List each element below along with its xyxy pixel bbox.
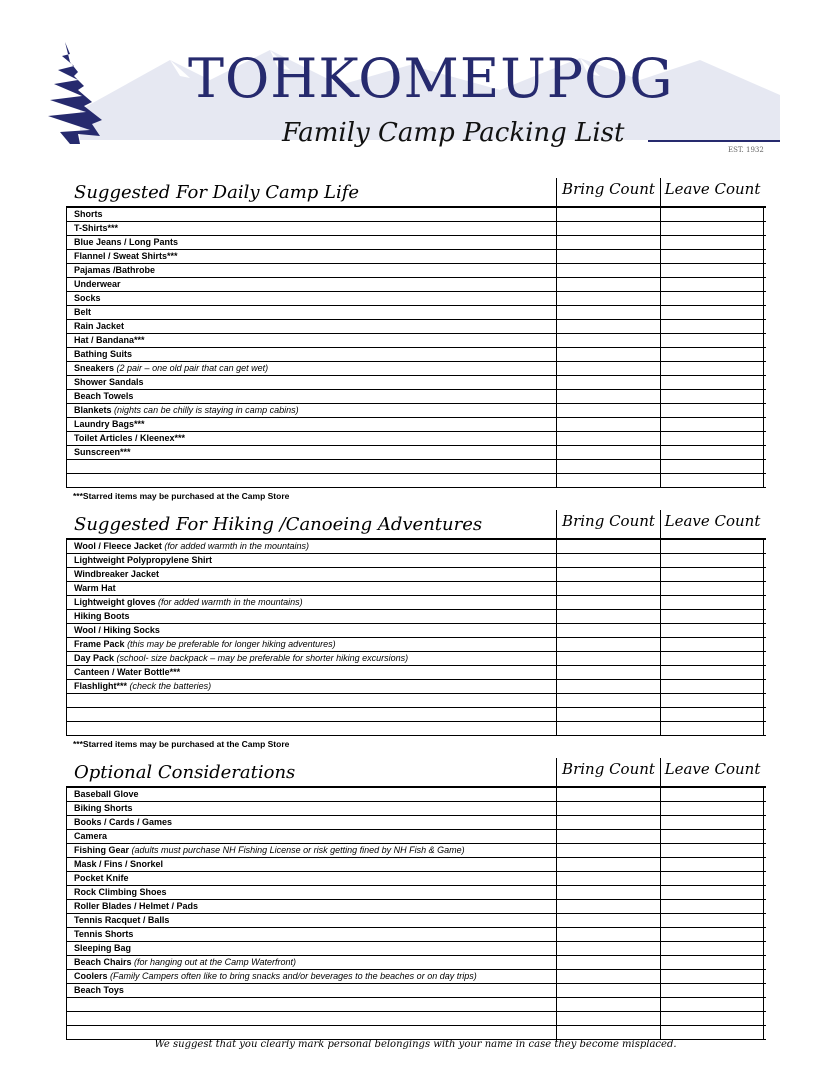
item-cell [66, 236, 556, 249]
pine-tree-icon [40, 40, 110, 150]
item-note: (check the batteries) [129, 681, 212, 691]
item-cell [66, 788, 556, 801]
item-cell [66, 568, 556, 581]
item-label: Tennis Racquet / Balls [74, 915, 170, 925]
bring-count-cell[interactable] [556, 250, 660, 263]
item-cell [66, 610, 556, 623]
item-cell [66, 638, 556, 651]
item-note: (school- size backpack – may be preferable for shorter hiking excursions) [116, 653, 409, 663]
item-cell [66, 708, 556, 721]
leave-count-cell[interactable] [660, 306, 764, 319]
table-row [66, 222, 766, 236]
item-label: Bathing Suits [74, 349, 132, 359]
table-row [66, 788, 766, 802]
bring-count-cell[interactable] [556, 788, 660, 801]
item-label: Hiking Boots [74, 611, 130, 621]
leave-count-cell[interactable] [660, 348, 764, 361]
table-row [66, 858, 766, 872]
leave-count-cell[interactable] [660, 998, 764, 1011]
leave-count-cell[interactable] [660, 236, 764, 249]
leave-count-cell[interactable] [660, 1026, 764, 1039]
item-cell [66, 278, 556, 291]
table-row [66, 610, 766, 624]
table-row [66, 418, 766, 432]
item-label: Tennis Shorts [74, 929, 134, 939]
item-label: Warm Hat [74, 583, 116, 593]
table-row [66, 942, 766, 956]
item-cell [66, 844, 556, 857]
bring-count-cell[interactable] [556, 816, 660, 829]
bring-count-cell[interactable] [556, 418, 660, 431]
bring-count-cell[interactable] [556, 652, 660, 665]
table-row [66, 680, 766, 694]
section-header [66, 178, 766, 208]
table-row [66, 306, 766, 320]
leave-count-cell[interactable] [660, 568, 764, 581]
item-cell [66, 596, 556, 609]
table-row [66, 568, 766, 582]
table-row [66, 928, 766, 942]
bring-count-cell[interactable] [556, 348, 660, 361]
item-cell [66, 474, 556, 487]
item-cell [66, 984, 556, 997]
item-cell [66, 914, 556, 927]
bring-count-cell[interactable] [556, 610, 660, 623]
leave-count-cell[interactable] [660, 582, 764, 595]
item-label: Mask / Fins / Snorkel [74, 859, 164, 869]
leave-count-cell[interactable] [660, 208, 764, 221]
leave-count-cell[interactable] [660, 596, 764, 609]
table-row [66, 1012, 766, 1026]
item-cell [66, 928, 556, 941]
leave-count-cell[interactable] [660, 460, 764, 473]
bring-count-cell[interactable] [556, 568, 660, 581]
item-note: (2 pair – one old pair that can get wet) [116, 363, 269, 373]
bring-count-cell[interactable] [556, 446, 660, 459]
item-cell [66, 998, 556, 1011]
item-cell [66, 460, 556, 473]
section-0 [66, 178, 766, 501]
table-row [66, 802, 766, 816]
item-note: (for hanging out at the Camp Waterfront) [134, 957, 296, 967]
bring-count-cell[interactable] [556, 404, 660, 417]
item-label: Toilet Articles / Kleenex*** [74, 433, 186, 443]
item-cell [66, 652, 556, 665]
item-cell [66, 362, 556, 375]
table-row [66, 956, 766, 970]
leave-count-cell[interactable] [660, 540, 764, 553]
table-row [66, 708, 766, 722]
item-cell [66, 666, 556, 679]
bring-count-cell[interactable] [556, 942, 660, 955]
leave-count-cell[interactable] [660, 900, 764, 913]
item-cell [66, 680, 556, 693]
leave-count-cell[interactable] [660, 694, 764, 707]
bring-count-cell[interactable] [556, 666, 660, 679]
table-row [66, 390, 766, 404]
bring-count-cell[interactable] [556, 708, 660, 721]
leave-count-cell[interactable] [660, 984, 764, 997]
leave-count-cell[interactable] [660, 404, 764, 417]
leave-count-cell[interactable] [660, 788, 764, 801]
item-note: (Family Campers often like to bring snacks and/or beverages to the beaches or on day trips) [110, 971, 477, 981]
leave-count-cell[interactable] [660, 816, 764, 829]
item-cell [66, 264, 556, 277]
bring-count-cell[interactable] [556, 830, 660, 843]
table-row [66, 250, 766, 264]
table-row [66, 460, 766, 474]
section-title: Suggested For Hiking /Canoeing Adventures [74, 514, 483, 535]
bring-count-cell[interactable] [556, 306, 660, 319]
item-label: Pocket Knife [74, 873, 129, 883]
item-label: Sunscreen*** [74, 447, 131, 457]
bring-count-cell[interactable] [556, 638, 660, 651]
section-title: Suggested For Daily Camp Life [74, 182, 360, 203]
item-note: (for added warmth in the mountains) [158, 597, 303, 607]
section-1 [66, 510, 766, 749]
item-label: Wool / Fleece Jacket [74, 541, 162, 551]
item-label: Pajamas /Bathrobe [74, 265, 156, 275]
bring-count-cell[interactable] [556, 554, 660, 567]
leave-count-cell[interactable] [660, 432, 764, 445]
bring-count-cell[interactable] [556, 680, 660, 693]
leave-count-cell[interactable] [660, 418, 764, 431]
leave-count-cell[interactable] [660, 376, 764, 389]
bring-count-cell[interactable] [556, 624, 660, 637]
bring-count-cell[interactable] [556, 474, 660, 487]
item-cell [66, 858, 556, 871]
bring-count-cell[interactable] [556, 596, 660, 609]
header-divider [648, 140, 780, 142]
table-row [66, 666, 766, 680]
bring-count-cell[interactable] [556, 694, 660, 707]
bring-count-cell[interactable] [556, 278, 660, 291]
bring-count-cell[interactable] [556, 320, 660, 333]
item-label: Shorts [74, 209, 103, 219]
item-cell [66, 694, 556, 707]
page-title: Family Camp Packing List [282, 118, 625, 148]
item-label: T-Shirts*** [74, 223, 119, 233]
table-row [66, 554, 766, 568]
bring-count-cell[interactable] [556, 208, 660, 221]
table-row [66, 722, 766, 736]
item-cell [66, 404, 556, 417]
table-row [66, 334, 766, 348]
item-note: (for added warmth in the mountains) [164, 541, 309, 551]
leave-count-cell[interactable] [660, 722, 764, 735]
item-label: Laundry Bags*** [74, 419, 145, 429]
item-cell [66, 432, 556, 445]
table-row [66, 914, 766, 928]
item-label: Roller Blades / Helmet / Pads [74, 901, 199, 911]
bring-count-header: Bring Count [556, 510, 660, 538]
leave-count-cell[interactable] [660, 610, 764, 623]
item-cell [66, 446, 556, 459]
leave-count-cell[interactable] [660, 1012, 764, 1025]
footer-note: We suggest that you clearly mark personal belongings with your name in case they become misplaced. [154, 1039, 677, 1050]
item-cell [66, 802, 556, 815]
table-row [66, 362, 766, 376]
leave-count-cell[interactable] [660, 680, 764, 693]
starred-items-note: ***Starred items may be purchased at the Camp Store [73, 739, 290, 749]
item-label: Beach Chairs [74, 957, 132, 967]
item-cell [66, 722, 556, 735]
leave-count-cell[interactable] [660, 708, 764, 721]
section-title: Optional Considerations [74, 762, 296, 783]
item-label: Camera [74, 831, 108, 841]
item-cell [66, 582, 556, 595]
item-note: (this may be preferable for longer hiking adventures) [127, 639, 336, 649]
bring-count-cell[interactable] [556, 1026, 660, 1039]
table-row [66, 376, 766, 390]
item-cell [66, 540, 556, 553]
bring-count-cell[interactable] [556, 872, 660, 885]
bring-count-cell[interactable] [556, 376, 660, 389]
bring-count-cell[interactable] [556, 540, 660, 553]
item-cell [66, 830, 556, 843]
table-row [66, 886, 766, 900]
table-row [66, 1026, 766, 1040]
item-label: Fishing Gear [74, 845, 130, 855]
leave-count-cell[interactable] [660, 446, 764, 459]
leave-count-cell[interactable] [660, 872, 764, 885]
item-label: Baseball Glove [74, 789, 139, 799]
leave-count-header: Leave Count [660, 178, 764, 206]
bring-count-cell[interactable] [556, 222, 660, 235]
item-cell [66, 816, 556, 829]
table-row [66, 998, 766, 1012]
item-label: Wool / Hiking Socks [74, 625, 160, 635]
table-row [66, 984, 766, 998]
item-cell [66, 390, 556, 403]
bring-count-cell[interactable] [556, 582, 660, 595]
est-label: EST. 1932 [728, 146, 764, 154]
item-cell [66, 418, 556, 431]
item-label: Socks [74, 293, 101, 303]
bring-count-cell[interactable] [556, 956, 660, 969]
item-label: Canteen / Water Bottle*** [74, 667, 181, 677]
item-label: Rain Jacket [74, 321, 125, 331]
table-row [66, 582, 766, 596]
item-label: Coolers [74, 971, 108, 981]
bring-count-header: Bring Count [556, 178, 660, 206]
leave-count-cell[interactable] [660, 652, 764, 665]
item-label: Frame Pack [74, 639, 125, 649]
item-cell [66, 320, 556, 333]
leave-count-header: Leave Count [660, 510, 764, 538]
table-row [66, 970, 766, 984]
item-label: Biking Shorts [74, 803, 133, 813]
item-label: Rock Climbing Shoes [74, 887, 167, 897]
bring-count-cell[interactable] [556, 390, 660, 403]
item-label: Underwear [74, 279, 121, 289]
table-row [66, 432, 766, 446]
table-row [66, 446, 766, 460]
item-cell [66, 376, 556, 389]
table-row [66, 830, 766, 844]
leave-count-cell[interactable] [660, 928, 764, 941]
org-name: TOHKOMEUPOG [188, 47, 674, 110]
item-label: Beach Towels [74, 391, 134, 401]
bring-count-cell[interactable] [556, 886, 660, 899]
item-label: Shower Sandals [74, 377, 144, 387]
leave-count-cell[interactable] [660, 292, 764, 305]
table-row [66, 264, 766, 278]
item-label: Windbreaker Jacket [74, 569, 159, 579]
item-cell [66, 956, 556, 969]
item-cell [66, 900, 556, 913]
item-cell [66, 250, 556, 263]
table-row [66, 348, 766, 362]
item-label: Hat / Bandana*** [74, 335, 145, 345]
leave-count-cell[interactable] [660, 222, 764, 235]
bring-count-cell[interactable] [556, 264, 660, 277]
table-row [66, 596, 766, 610]
leave-count-cell[interactable] [660, 474, 764, 487]
table-row [66, 278, 766, 292]
item-label: Beach Toys [74, 985, 124, 995]
item-label: Sneakers [74, 363, 115, 373]
section-header [66, 758, 766, 788]
item-cell [66, 292, 556, 305]
leave-count-cell[interactable] [660, 666, 764, 679]
item-cell [66, 970, 556, 983]
table-row [66, 816, 766, 830]
bring-count-cell[interactable] [556, 802, 660, 815]
page-header [0, 0, 831, 170]
leave-count-cell[interactable] [660, 914, 764, 927]
item-label: Blue Jeans / Long Pants [74, 237, 179, 247]
item-cell [66, 348, 556, 361]
bring-count-header: Bring Count [556, 758, 660, 786]
leave-count-cell[interactable] [660, 886, 764, 899]
table-row [66, 844, 766, 858]
section-header [66, 510, 766, 540]
bring-count-cell[interactable] [556, 292, 660, 305]
leave-count-header: Leave Count [660, 758, 764, 786]
bring-count-cell[interactable] [556, 334, 660, 347]
item-cell [66, 942, 556, 955]
table-row [66, 236, 766, 250]
bring-count-cell[interactable] [556, 844, 660, 857]
item-label: Books / Cards / Games [74, 817, 173, 827]
table-row [66, 208, 766, 222]
item-label: Belt [74, 307, 92, 317]
table-row [66, 404, 766, 418]
leave-count-cell[interactable] [660, 830, 764, 843]
leave-count-cell[interactable] [660, 554, 764, 567]
item-cell [66, 222, 556, 235]
item-label: Flannel / Sweat Shirts*** [74, 251, 178, 261]
item-cell [66, 334, 556, 347]
item-label: Day Pack [74, 653, 115, 663]
item-cell [66, 872, 556, 885]
bring-count-cell[interactable] [556, 970, 660, 983]
bring-count-cell[interactable] [556, 362, 660, 375]
table-row [66, 694, 766, 708]
leave-count-cell[interactable] [660, 970, 764, 983]
leave-count-cell[interactable] [660, 362, 764, 375]
item-note: (adults must purchase NH Fishing License or risk getting fined by NH Fish & Game) [131, 845, 465, 855]
leave-count-cell[interactable] [660, 390, 764, 403]
bring-count-cell[interactable] [556, 460, 660, 473]
table-row [66, 872, 766, 886]
item-cell [66, 1026, 556, 1039]
bring-count-cell[interactable] [556, 236, 660, 249]
bring-count-cell[interactable] [556, 858, 660, 871]
table-row [66, 624, 766, 638]
leave-count-cell[interactable] [660, 250, 764, 263]
leave-count-cell[interactable] [660, 334, 764, 347]
item-label: Blankets [74, 405, 112, 415]
leave-count-cell[interactable] [660, 942, 764, 955]
leave-count-cell[interactable] [660, 844, 764, 857]
table-row [66, 638, 766, 652]
leave-count-cell[interactable] [660, 802, 764, 815]
leave-count-cell[interactable] [660, 264, 764, 277]
leave-count-cell[interactable] [660, 638, 764, 651]
bring-count-cell[interactable] [556, 914, 660, 927]
item-cell [66, 624, 556, 637]
bring-count-cell[interactable] [556, 432, 660, 445]
starred-items-note: ***Starred items may be purchased at the Camp Store [73, 491, 290, 501]
bring-count-cell[interactable] [556, 900, 660, 913]
item-cell [66, 886, 556, 899]
leave-count-cell[interactable] [660, 320, 764, 333]
bring-count-cell[interactable] [556, 1012, 660, 1025]
table-row [66, 320, 766, 334]
bring-count-cell[interactable] [556, 984, 660, 997]
leave-count-cell[interactable] [660, 956, 764, 969]
table-row [66, 540, 766, 554]
item-label: Lightweight gloves [74, 597, 156, 607]
section-2 [66, 758, 766, 1040]
item-note: (nights can be chilly is staying in camp cabins) [114, 405, 299, 415]
bring-count-cell[interactable] [556, 928, 660, 941]
item-cell [66, 1012, 556, 1025]
bring-count-cell[interactable] [556, 722, 660, 735]
leave-count-cell[interactable] [660, 278, 764, 291]
bring-count-cell[interactable] [556, 998, 660, 1011]
table-row [66, 652, 766, 666]
table-row [66, 292, 766, 306]
leave-count-cell[interactable] [660, 858, 764, 871]
item-label: Sleeping Bag [74, 943, 132, 953]
table-row [66, 900, 766, 914]
leave-count-cell[interactable] [660, 624, 764, 637]
item-cell [66, 554, 556, 567]
item-label: Lightweight Polypropylene Shirt [74, 555, 213, 565]
item-cell [66, 306, 556, 319]
table-row [66, 474, 766, 488]
item-cell [66, 208, 556, 221]
item-label: Flashlight*** [74, 681, 128, 691]
